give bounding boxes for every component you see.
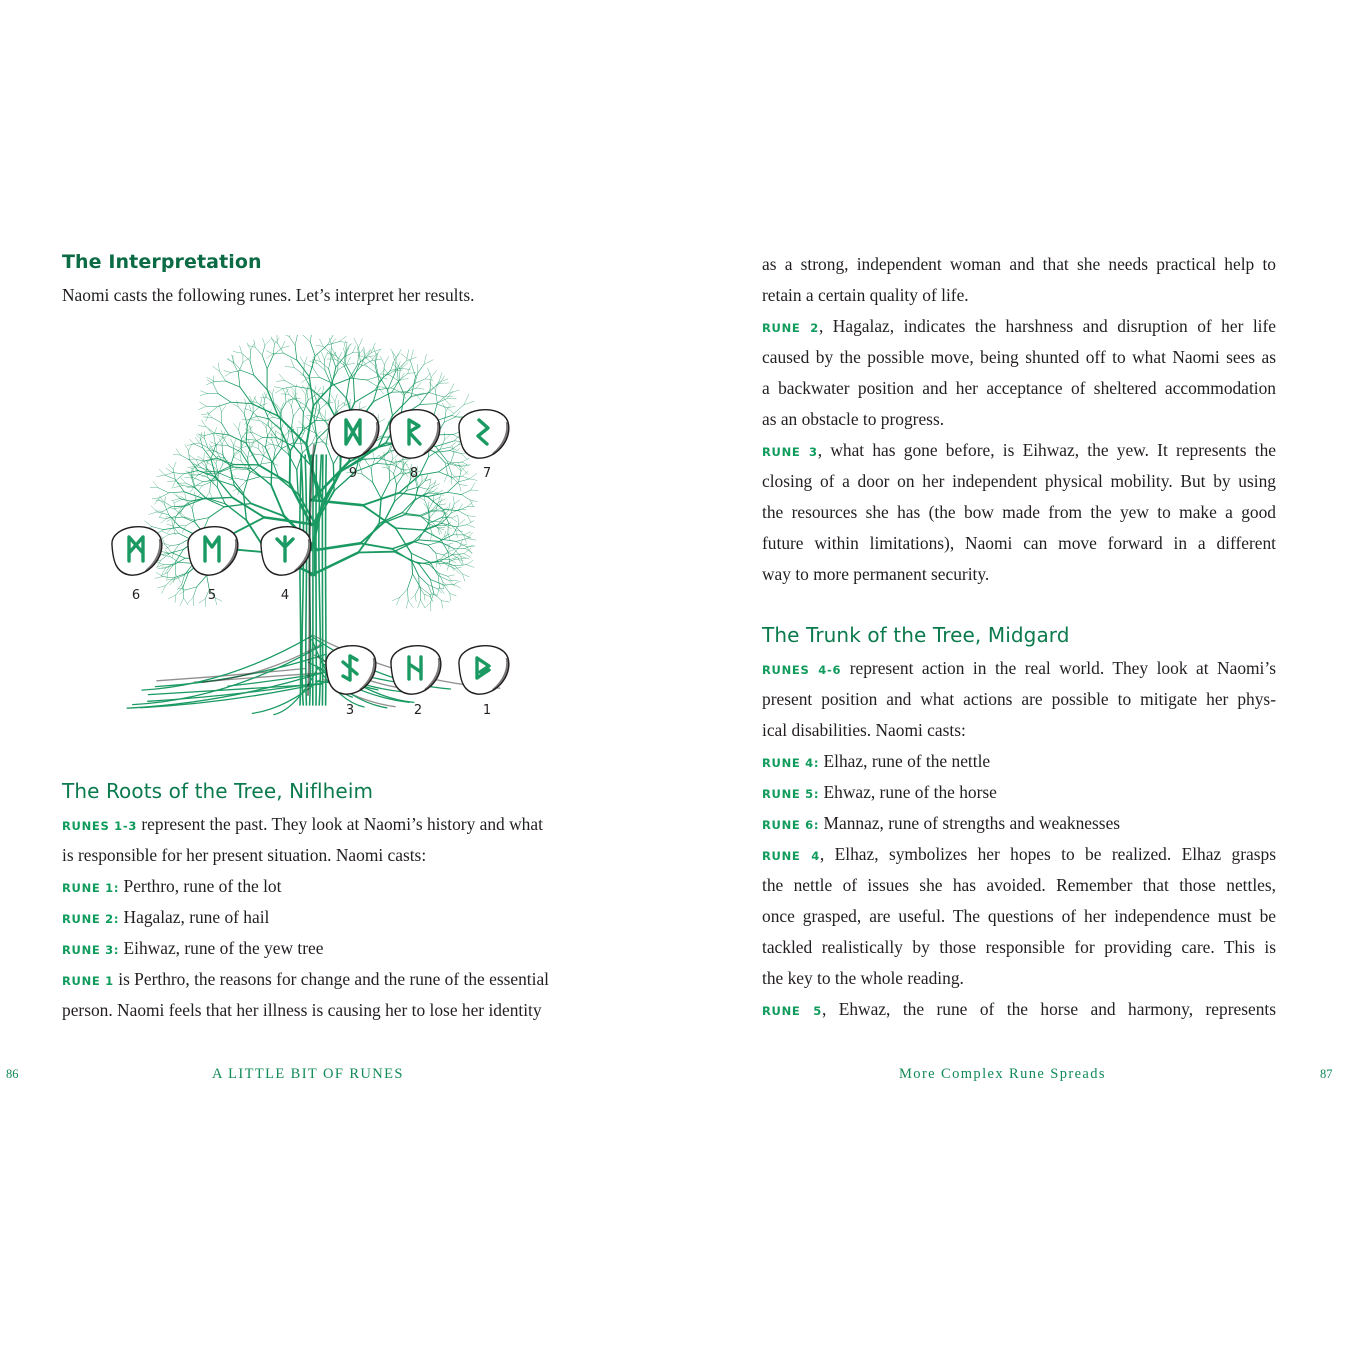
line-text: represent the past. They look at Naomi’s history and what [137, 814, 543, 834]
text-line [762, 559, 1276, 590]
yggdrasil-tree-illustration [110, 335, 520, 725]
text-line [762, 249, 1276, 280]
text-line [762, 684, 1276, 715]
rune-label: RUNE 5: [762, 787, 820, 801]
rune-label: RUNE 2: [62, 912, 120, 926]
text-line [62, 902, 576, 933]
line-text: present position and what actions are possible to mitigate her phys- [762, 689, 1276, 709]
line-text: represent action in the real world. They look at Naomi’s [841, 658, 1276, 678]
line-text: ical disabilities. Naomi casts: [762, 720, 966, 740]
rune-label: RUNE 6: [762, 818, 820, 832]
text-line [762, 901, 1276, 932]
line-text: , Elhaz, symbolizes her hopes to be realized. Elhaz grasps [819, 844, 1276, 864]
line-text: is responsible for her present situation. Naomi casts: [62, 845, 427, 865]
line-text: future within limitations), Naomi can move forward in a different [762, 533, 1276, 553]
text-line [762, 715, 1276, 746]
line-text: a backwater position and her acceptance of sheltered accommodation [762, 378, 1276, 398]
rune-stone-5-ehwaz [188, 527, 238, 575]
line-text: Mannaz, rune of strengths and weaknesses [819, 813, 1121, 833]
text-line [762, 777, 1276, 808]
rune-label-5: 5 [207, 588, 217, 603]
text-line [762, 342, 1276, 373]
text-line [762, 373, 1276, 404]
rune-label-8: 8 [409, 466, 419, 481]
line-text: Eihwaz, rune of the yew tree [119, 938, 324, 958]
text-line [62, 871, 576, 902]
page-number-right: 87 [1320, 1067, 1333, 1081]
rune-label: RUNE 4 [762, 849, 820, 863]
line-text: , Hagalaz, indicates the harshness and disruption of her life [819, 316, 1276, 336]
interpretation-heading: The Interpretation [62, 251, 262, 273]
line-text: is Perthro, the reasons for change and the rune of the essential [113, 969, 549, 989]
line-text: the nettle of issues she has avoided. Remember that those nettles, [762, 875, 1276, 895]
intro-text: Naomi casts the following runes. Let’s interpret her results. [62, 285, 475, 305]
page-number-left: 86 [6, 1067, 19, 1081]
text-line [62, 809, 576, 840]
text-line [762, 653, 1276, 684]
line-text: , what has gone before, is Eihwaz, the yew. It represents the [817, 440, 1276, 460]
line-text: tackled realistically by those responsible for providing care. This is [762, 937, 1276, 957]
line-text: , Ehwaz, the rune of the horse and harmony, represents [821, 999, 1276, 1019]
rune-label-3: 3 [345, 703, 355, 718]
rune-label: RUNES 1-3 [62, 819, 138, 833]
text-line [762, 435, 1276, 466]
line-text: closing of a door on her independent physical mobility. But by using [762, 471, 1276, 491]
roots-section-heading: The Roots of the Tree, Niflheim [62, 779, 374, 803]
left-body-text [62, 809, 576, 1026]
text-line [762, 404, 1276, 435]
text-line [762, 963, 1276, 994]
line-text: Hagalaz, rune of hail [119, 907, 270, 927]
text-line [762, 746, 1276, 777]
running-title-right: More Complex Rune Spreads [899, 1066, 1106, 1082]
rune-label-6: 6 [131, 588, 141, 603]
rune-label: RUNES 4-6 [762, 663, 842, 677]
text-line [762, 994, 1276, 1025]
rune-label: RUNE 1 [62, 974, 114, 988]
text-line [62, 964, 576, 995]
text-line [762, 280, 1276, 311]
line-text: way to more permanent security. [762, 564, 990, 584]
rune-label: RUNE 3 [762, 445, 818, 459]
right-body-text-top [762, 249, 1276, 590]
text-line [62, 840, 576, 871]
left-page [0, 0, 672, 1345]
text-line [762, 808, 1276, 839]
tree-trunk [300, 445, 326, 705]
rune-tree-figure [110, 335, 520, 725]
rune-stone-7-sowilo [459, 410, 509, 458]
running-title-left: A LITTLE BIT OF RUNES [212, 1066, 404, 1082]
line-text: once grasped, are useful. The questions of her independence must be [762, 906, 1276, 926]
line-text: the resources she has (the bow made from the yew to make a good [762, 502, 1276, 522]
line-text: caused by the possible move, being shunted off to what Naomi sees as [762, 347, 1276, 367]
text-line [762, 311, 1276, 342]
rune-label-2: 2 [413, 703, 423, 718]
rune-label-9: 9 [348, 466, 358, 481]
rune-label: RUNE 4: [762, 756, 820, 770]
rune-label: RUNE 3: [62, 943, 120, 957]
line-text: retain a certain quality of life. [762, 285, 969, 305]
line-text: Perthro, rune of the lot [119, 876, 282, 896]
text-line [762, 932, 1276, 963]
rune-stone-3-eihwaz [326, 646, 376, 694]
text-line [762, 528, 1276, 559]
text-line [762, 466, 1276, 497]
rune-stone-1-perthro [459, 646, 509, 694]
line-text: Elhaz, rune of the nettle [819, 751, 991, 771]
rune-label: RUNE 1: [62, 881, 120, 895]
text-line [62, 933, 576, 964]
rune-stone-6-mannaz [112, 527, 162, 575]
text-line [762, 839, 1276, 870]
right-body-text-bottom [762, 653, 1276, 1025]
text-line [62, 995, 576, 1026]
rune-label-1: 1 [482, 703, 492, 718]
text-line [762, 870, 1276, 901]
rune-label: RUNE 2 [762, 321, 819, 335]
rune-label-4: 4 [280, 588, 290, 603]
line-text: the key to the whole reading. [762, 968, 964, 988]
rune-label: RUNE 5 [762, 1004, 822, 1018]
trunk-section-heading: The Trunk of the Tree, Midgard [762, 623, 1070, 647]
line-text: as an obstacle to progress. [762, 409, 945, 429]
line-text: person. Naomi feels that her illness is causing her to lose her identity [62, 1000, 542, 1020]
right-page [672, 0, 1345, 1345]
line-text: Ehwaz, rune of the horse [819, 782, 997, 802]
rune-label-7: 7 [482, 466, 492, 481]
text-line [762, 497, 1276, 528]
line-text: as a strong, independent woman and that she needs practical help to [762, 254, 1276, 274]
